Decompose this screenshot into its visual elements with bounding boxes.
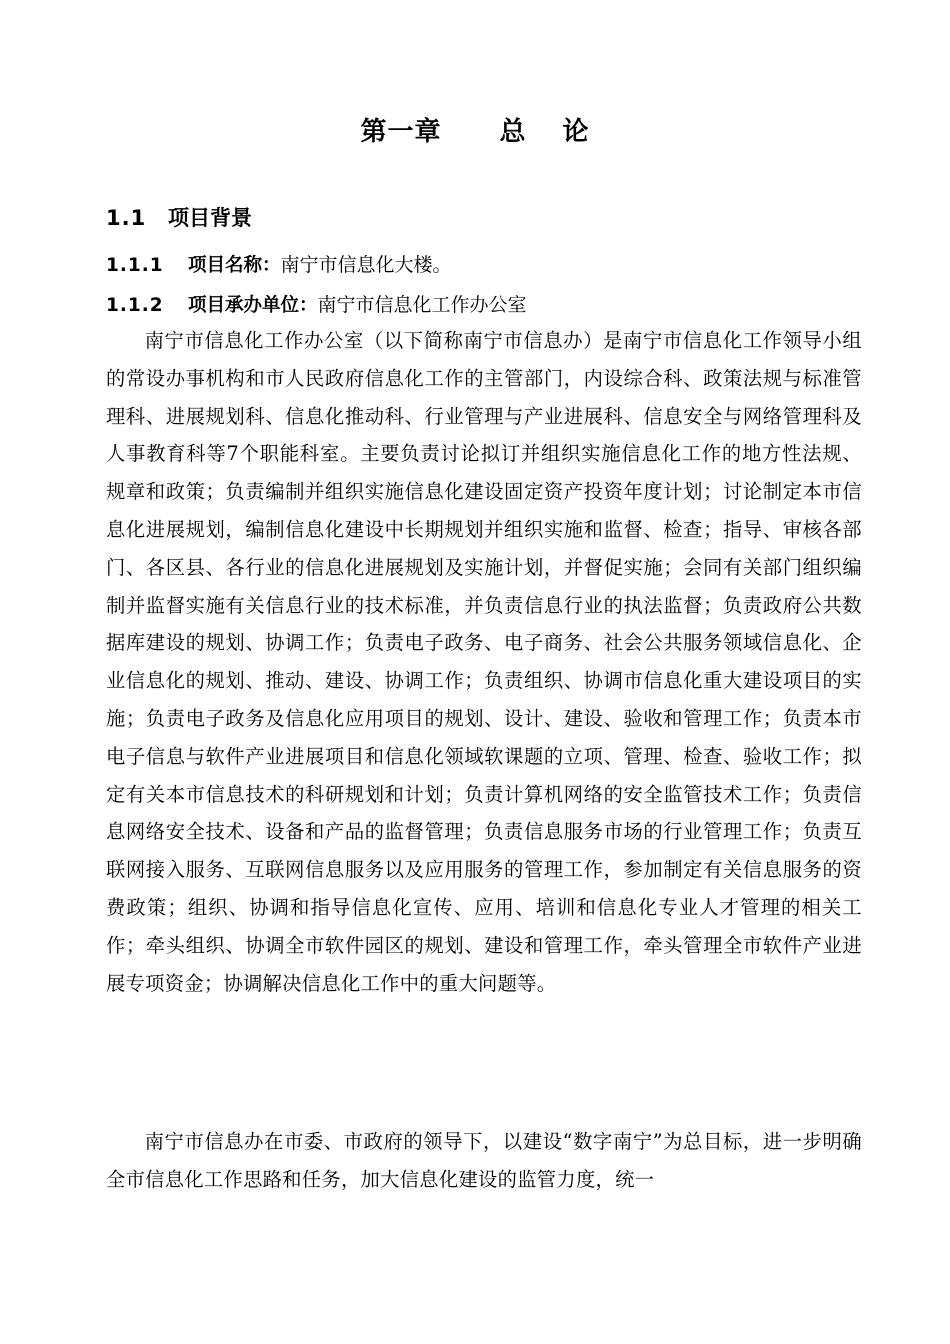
subsection-value: 南宁市信息化工作办公室 — [317, 294, 527, 316]
section-number: 1.1 — [106, 206, 147, 230]
body-paragraph: 南宁市信息办在市委、市政府的领导下，以建设“数字南宁”为总目标，进一步明确全市信息化工作思路和任务，加大信息化建设的监管力度，统一 — [106, 1130, 862, 1191]
subsection-label: 项目名称： — [188, 255, 281, 276]
subsection-heading-organizer — [106, 288, 527, 323]
subsection-number: 1.1.1 — [106, 255, 164, 276]
section-heading — [106, 201, 252, 235]
subsection-value: 南宁市信息化大楼。 — [280, 254, 452, 276]
chapter-title — [0, 112, 950, 152]
subsection-number: 1.1.2 — [106, 295, 164, 316]
subsection-heading-project-name — [106, 248, 452, 283]
subsection-label: 项目承办单位： — [188, 295, 318, 316]
chapter-prefix: 第一章 — [360, 117, 442, 147]
chapter-word-2: 论 — [562, 117, 590, 147]
body-paragraph: 南宁市信息化工作办公室（以下简称南宁市信息办）是南宁市信息化工作领导小组的常设办事机构和市人民政府信息化工作的主管部门，内设综合科、政策法规与标准管理科、进展规划科、信息化推动科、行业管理与产业进展科、信息安全与网络管理科及人事教育科等7个职能科室。主要负责讨论拟订并组织实施信息化工作的地方性法规、规章和政策；负责编制并组织实施信息化建设固定资产投资年度计划；讨论制定本市信息化进展规划，编制信息化建设中长期规划并组织实施和监督、检查；指导、审核各部门、各区县、各行业的信息化进展规划及实施计划，并督促实施；会同有关部门组织编制并监督实施有关信息行业的技术标准，并负责信息行业的执法监督；负责政府公共数据库建设的规划、协调工作；负责电子政务、电子商务、社会公共服务领域信息化、企业信息化的规划、推动、建设、协调工作；负责组织、协调市信息化重大建设项目的实施；负责电子政务及信息化应用项目的规划、设计、建设、验收和管理工作；负责本市电子信息与软件产业进展项目和信息化领域软课题的立项、管理、检查、验收工作；拟定有关本市信息技术的科研规划和计划；负责计算机网络的安全监管技术工作；负责信息网络安全技术、设备和产品的监督管理；负责信息服务市场的行业管理工作；负责互联网接入服务、互联网信息服务以及应用服务的管理工作，参加制定有关信息服务的资费政策；组织、协调和指导信息化宣传、应用、培训和信息化专业人才管理的相关工作；牵头组织、协调全市软件园区的规划、建设和管理工作，牵头管理全市软件产业进展专项资金；协调解决信息化工作中的重大问题等。 — [106, 329, 862, 995]
section-title: 项目背景 — [168, 206, 252, 230]
chapter-word-1: 总 — [499, 117, 527, 147]
